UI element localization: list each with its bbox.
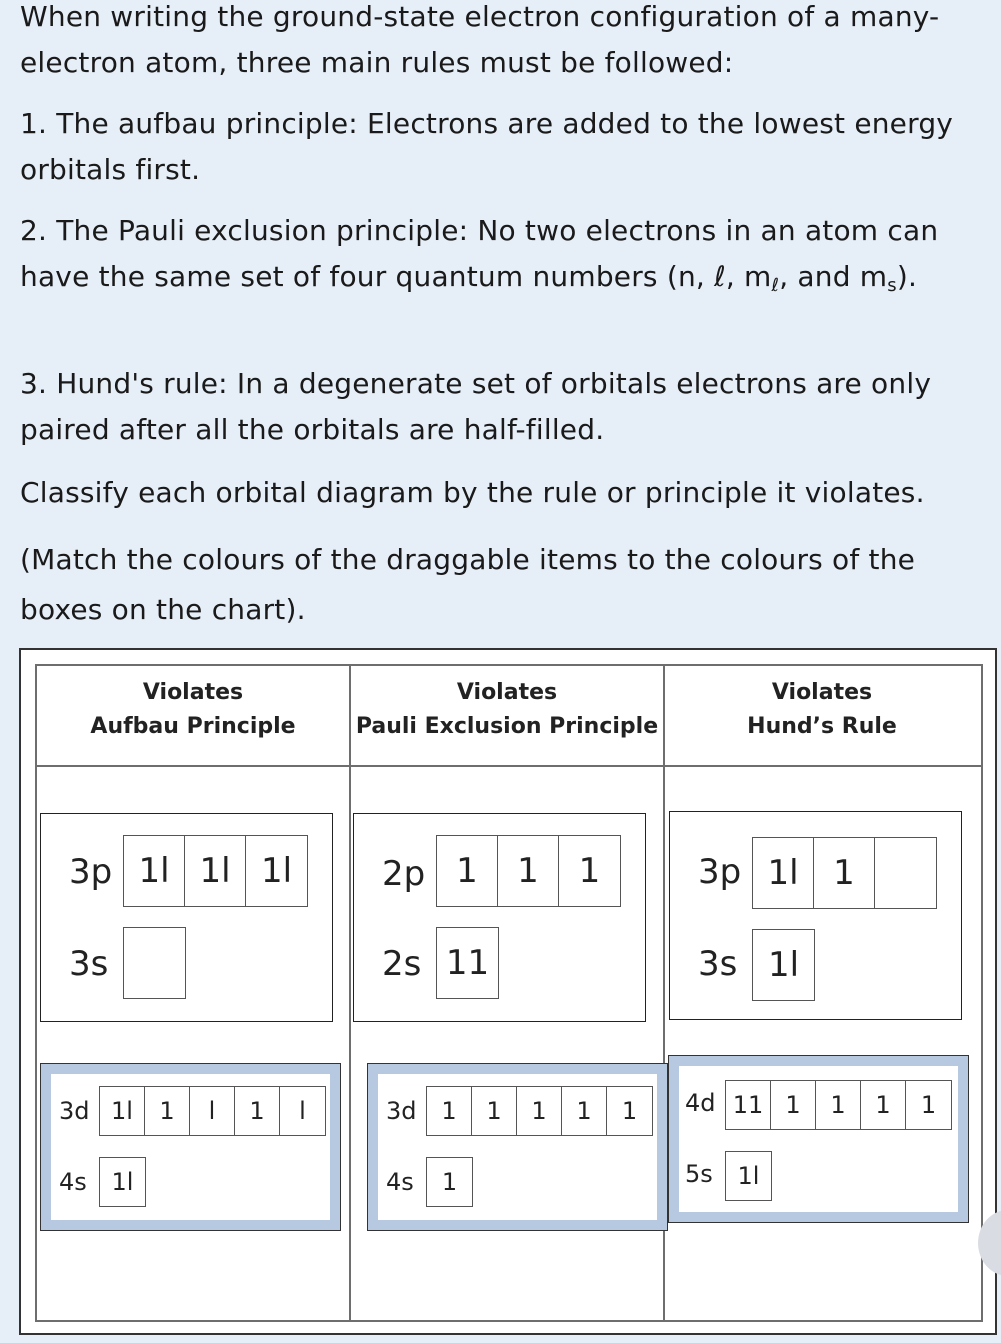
orbital-box: 1l [737, 1162, 760, 1190]
draggable-diagram-3d-4s-b[interactable] [367, 1063, 668, 1231]
orbital-box: 1l [753, 838, 814, 908]
orbital-box: 1 [441, 1168, 458, 1196]
orbital-boxes [123, 927, 186, 999]
orbital-boxes [123, 835, 308, 907]
column-header-line1: Violates [142, 680, 244, 705]
column-header-hund [665, 676, 979, 744]
orbital-box: 1l [260, 851, 293, 891]
orbital-box: 1 [814, 838, 875, 908]
subshell-label: 4d [685, 1089, 716, 1117]
instruction-match: (Match the colours of the draggable items to the colours of the boxes on the chart). [20, 543, 916, 626]
orbital-boxes [752, 929, 815, 1001]
instruction-classify: Classify each orbital diagram by the rule or principle it violates. [20, 476, 925, 509]
orbital-box [875, 838, 936, 908]
subshell-label: 2s [382, 944, 422, 984]
orbital-boxes [426, 1157, 473, 1207]
orbital-box: 1 [498, 836, 559, 906]
orbital-boxes [725, 1080, 952, 1130]
orbital-box: 1 [771, 1081, 816, 1129]
orbital-box: 11 [726, 1081, 771, 1129]
column-header-line2: Hund’s Rule [747, 714, 897, 739]
orbital-boxes [436, 927, 499, 999]
orbital-box: 1 [472, 1087, 517, 1135]
header-divider [37, 765, 981, 767]
orbital-box: l [190, 1087, 235, 1135]
rule-pauli-text-mid: , and m [779, 260, 888, 293]
orbital-boxes [436, 835, 621, 907]
subshell-label: 4s [59, 1168, 87, 1196]
orbital-boxes [426, 1086, 653, 1136]
column-header-line2: Pauli Exclusion Principle [355, 714, 659, 739]
orbital-box: 1 [517, 1087, 562, 1135]
orbital-box: 11 [445, 943, 490, 983]
classification-chart [19, 648, 997, 1335]
subshell-label: 5s [685, 1160, 713, 1188]
rule-hund: 3. Hund's rule: In a degenerate set of orbitals electrons are only paired after all the orbitals are half-filled. [20, 367, 932, 446]
orbital-box: 1 [437, 836, 498, 906]
orbital-box: 1l [767, 945, 800, 985]
rule-pauli-text: 2. The Pauli exclusion principle: No two electrons in an atom can have the same set of four quantum numbers (n, ℓ, m [20, 214, 939, 293]
subshell-label: 3p [698, 852, 742, 892]
dropzone-aufbau-diagram[interactable] [40, 813, 333, 1022]
orbital-box: 1 [816, 1081, 861, 1129]
orbital-box: 1 [235, 1087, 280, 1135]
orbital-box: l [299, 1097, 306, 1125]
orbital-box: 1l [185, 836, 246, 906]
draggable-diagram-4d-5s[interactable] [668, 1055, 969, 1223]
subshell-label: 3d [386, 1097, 417, 1125]
orbital-box [124, 928, 185, 998]
orbital-box: 1 [861, 1081, 906, 1129]
orbital-box: 1 [145, 1087, 190, 1135]
orbital-box: 1 [578, 851, 601, 891]
column-header-pauli [351, 676, 663, 744]
dropzone-hund-diagram[interactable] [669, 811, 962, 1020]
subshell-label: 2p [382, 854, 426, 894]
subshell-label: 3s [698, 944, 738, 984]
orbital-boxes [725, 1151, 772, 1201]
column-header-line2: Aufbau Principle [90, 714, 296, 739]
orbital-box: 1l [111, 1168, 134, 1196]
orbital-box: 1 [427, 1087, 472, 1135]
orbital-box: 1l [124, 836, 185, 906]
subshell-label: 4s [386, 1168, 414, 1196]
column-header-line1: Violates [771, 680, 873, 705]
intro-paragraph: When writing the ground-state electron configuration of a many-electron atom, three main rules must be followed: [20, 0, 940, 79]
orbital-boxes [99, 1086, 326, 1136]
subshell-label: 3s [69, 944, 109, 984]
orbital-boxes [99, 1157, 146, 1207]
subshell-label: 3p [69, 852, 113, 892]
rule-aufbau: 1. The aufbau principle: Electrons are added to the lowest energy orbitals first. [20, 107, 954, 186]
orbital-box: 1 [621, 1097, 638, 1125]
orbital-box: 1 [562, 1087, 607, 1135]
rule-pauli-text-end: ). [896, 260, 918, 293]
orbital-box: 1 [920, 1091, 937, 1119]
dropzone-pauli-diagram[interactable] [353, 813, 646, 1022]
column-header-aufbau [37, 676, 349, 744]
subshell-label: 3d [59, 1097, 90, 1125]
subscript-l: ℓ [771, 275, 780, 296]
orbital-boxes [752, 837, 937, 909]
column-header-line1: Violates [456, 680, 558, 705]
orbital-box: 1l [100, 1087, 145, 1135]
rule-pauli [20, 208, 995, 300]
draggable-diagram-3d-4s-a[interactable] [40, 1063, 341, 1231]
subscript-s: s [887, 275, 897, 296]
